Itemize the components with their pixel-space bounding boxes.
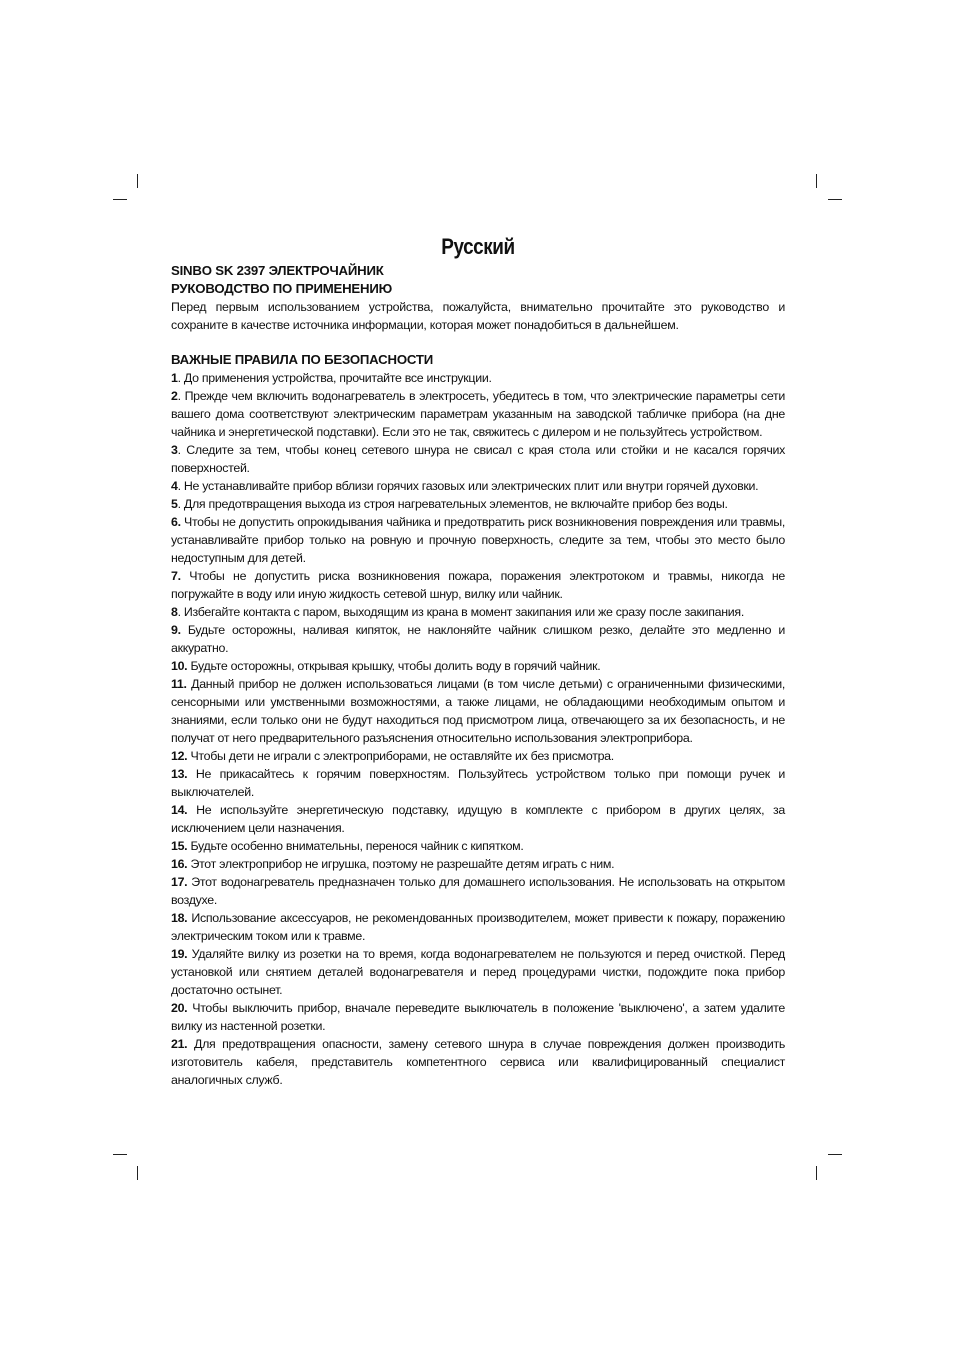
rule-text: Данный прибор не должен использоваться лицами (в том числе детьми) с ограниченными физическими, сенсорными или умственными возможностями, а также лицами, не обладающими необходимым опытом и знаниями, если только они не будут находиться под присмотром лица, отвечающего за их безопасность, и не получат от него предварительного разъяснения относительно использования электроприбора.: [171, 677, 785, 745]
crop-mark-bottom-right-vertical: [816, 1166, 817, 1180]
rule-text: Будьте осторожны, открывая крышку, чтобы долить воду в горячий чайник.: [187, 659, 601, 673]
safety-rule: [171, 801, 785, 837]
rule-text: . Не устанавливайте прибор вблизи горячих газовых или электрических плит или внутри горячей духовки.: [177, 479, 759, 493]
rule-number: 11.: [171, 677, 187, 691]
safety-rule: [171, 621, 785, 657]
crop-mark-bottom-left-vertical: [137, 1166, 138, 1180]
crop-mark-top-right-horizontal: [828, 199, 842, 200]
rule-text: . Избегайте контакта с паром, выходящим из крана в момент закипания или же сразу после закипания.: [177, 605, 744, 619]
safety-rule: [171, 945, 785, 999]
safety-rule: [171, 855, 785, 873]
rule-text: Чтобы дети не играли с электроприборами, не оставляйте их без присмотра.: [187, 749, 614, 763]
safety-rule: [171, 603, 785, 621]
crop-mark-top-left-horizontal: [113, 199, 127, 200]
rule-text: Чтобы не допустить риска возникновения пожара, поражения электротоком и травмы, никогда не погружайте в воду или иную жидкость сетевой шнур, вилку или чайник.: [171, 569, 785, 601]
safety-rule: [171, 999, 785, 1035]
safety-rule: [171, 837, 785, 855]
rule-text: Для предотвращения опасности, замену сетевого шнура в случае повреждения должен производить изготовитель кабеля, представитель компетентного сервиса или квалифицированный специалист аналогичных служб.: [171, 1037, 785, 1087]
rule-text: . Прежде чем включить водонагреватель в электросеть, убедитесь в том, что электрические параметры сети вашего дома соответствуют электрическим параметрам указанным на заводской табличке прибора (на дне чайника и энергетической подставки). Если это не так, свяжитесь с дилером и не пользуйтесь устройством.: [171, 389, 785, 439]
rule-number: 15.: [171, 839, 188, 853]
rule-text: Использование аксессуаров, не рекомендованных производителем, может привести к пожару, поражению электрическим током или к травме.: [171, 911, 785, 943]
safety-rule: [171, 369, 785, 387]
rule-number: 3: [171, 443, 178, 457]
rule-number: 8: [171, 605, 178, 619]
language-title: Русский: [441, 234, 515, 259]
rule-number: 7.: [171, 569, 181, 583]
rule-text: . До применения устройства, прочитайте все инструкции.: [177, 371, 492, 385]
rule-number: 17.: [171, 875, 188, 889]
crop-mark-top-left-vertical: [137, 174, 138, 188]
rule-number: 20.: [171, 1001, 188, 1015]
safety-rule: [171, 387, 785, 441]
safety-rule: [171, 675, 785, 747]
rule-number: 6.: [171, 515, 181, 529]
rule-number: 1: [171, 371, 178, 385]
rule-number: 5: [171, 497, 178, 511]
rule-number: 2: [171, 389, 178, 403]
safety-rule: [171, 495, 785, 513]
product-title: SINBO SK 2397 ЭЛЕКТРОЧАЙНИК: [171, 263, 384, 278]
rule-text: Будьте осторожны, наливая кипяток, не наклоняйте чайник слишком резко, делайте это медленно и аккуратно.: [171, 623, 785, 655]
safety-rule: [171, 657, 785, 675]
intro-paragraph: Перед первым использованием устройства, пожалуйста, внимательно прочитайте это руководство и сохраните в качестве источника информации, которая может понадобиться в дальнейшем.: [171, 300, 785, 332]
safety-rule: [171, 765, 785, 801]
rule-text: Этот электроприбор не игрушка, поэтому не разрешайте детям играть с ним.: [187, 857, 615, 871]
rule-number: 4: [171, 479, 178, 493]
safety-rule: [171, 441, 785, 477]
rule-text: Чтобы не допустить опрокидывания чайника и предотвратить риск возникновения повреждения или травмы, устанавливайте прибор только на ровную и прочную поверхность, следите за тем, чтобы это место было недоступным для детей.: [171, 515, 785, 565]
rule-number: 14.: [171, 803, 188, 817]
safety-rule: [171, 567, 785, 603]
rule-text: Чтобы выключить прибор, вначале переведите выключатель в положение 'выключено', а затем удалите вилку из настенной розетки.: [171, 1001, 785, 1033]
crop-mark-bottom-right-horizontal: [828, 1154, 842, 1155]
safety-rule: [171, 1035, 785, 1089]
manual-title: РУКОВОДСТВО ПО ПРИМЕНЕНИЮ: [171, 281, 393, 296]
rule-number: 10.: [171, 659, 188, 673]
rule-text: Будьте особенно внимательны, перенося чайник с кипятком.: [187, 839, 524, 853]
rule-text: . Следите за тем, чтобы конец сетевого шнура не свисал с края стола или стойки и не касался горячих поверхностей.: [171, 443, 785, 475]
rule-number: 12.: [171, 749, 188, 763]
rule-number: 19.: [171, 947, 188, 961]
rule-number: 18.: [171, 911, 188, 925]
safety-rule: [171, 747, 785, 765]
rule-text: Не прикасайтесь к горячим поверхностям. Пользуйтесь устройством только при помощи ручек и выключателей.: [171, 767, 785, 799]
rule-number: 16.: [171, 857, 188, 871]
safety-heading: ВАЖНЫЕ ПРАВИЛА ПО БЕЗОПАСНОСТИ: [171, 352, 434, 367]
safety-rules-list: [171, 369, 785, 1089]
safety-rule: [171, 477, 785, 495]
rule-text: Не используйте энергетическую подставку, идущую в комплекте с прибором в других целях, за исключением цели назначения.: [171, 803, 785, 835]
rule-text: . Для предотвращения выхода из строя нагревательных элементов, не включайте прибор без воды.: [177, 497, 728, 511]
rule-number: 9.: [171, 623, 181, 637]
crop-mark-bottom-left-horizontal: [113, 1154, 127, 1155]
safety-rule: [171, 909, 785, 945]
rule-number: 21.: [171, 1037, 188, 1051]
safety-rule: [171, 873, 785, 909]
crop-mark-top-right-vertical: [816, 174, 817, 188]
intro-block: [171, 262, 785, 334]
safety-rule: [171, 513, 785, 567]
rule-text: Удаляйте вилку из розетки на то время, когда водонагревателем не пользуются и перед очисткой. Перед установкой или снятием деталей водонагревателя и перед процедурами чистки, подождите пока прибор достаточно остынет.: [171, 947, 785, 997]
rule-text: Этот водонагреватель предназначен только для домашнего использования. Не использовать на открытом воздухе.: [171, 875, 785, 907]
rule-number: 13.: [171, 767, 188, 781]
